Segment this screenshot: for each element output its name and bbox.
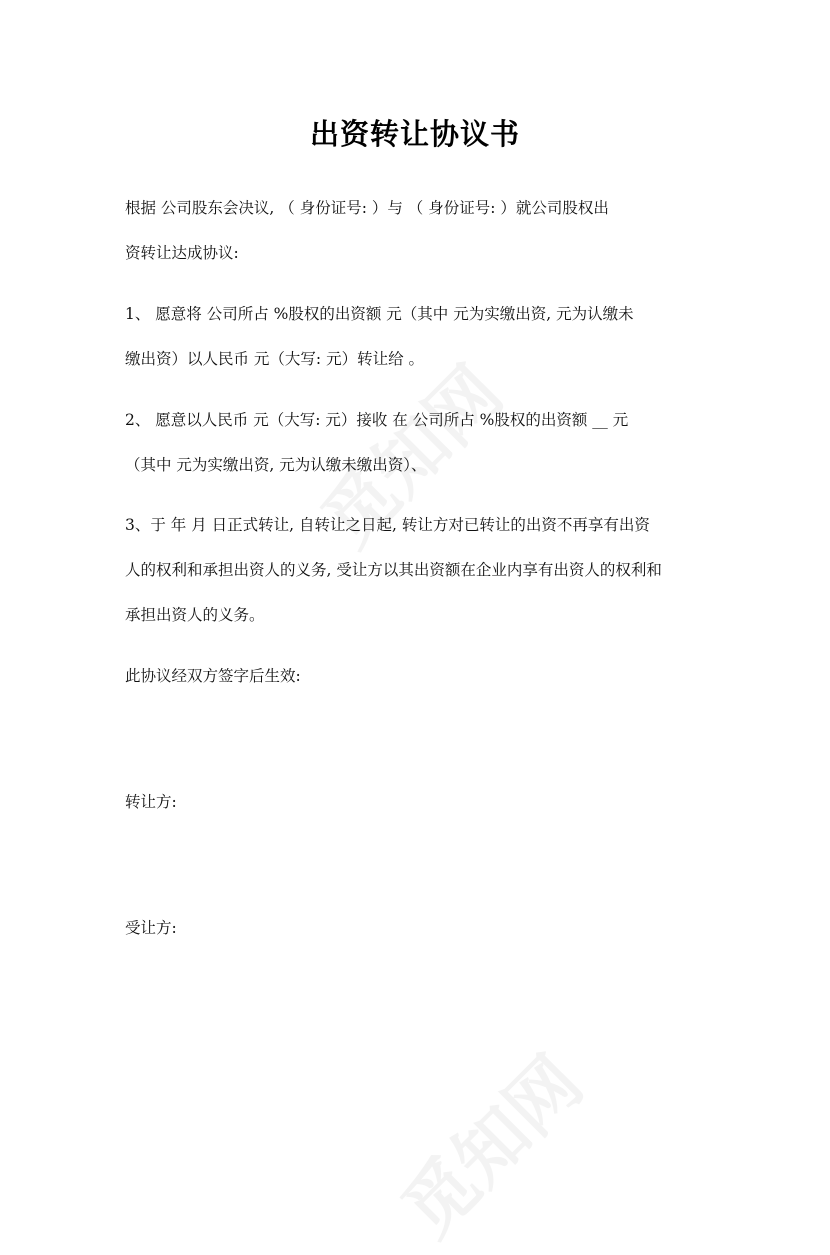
clause-1-line: 缴出资）以人民币 元（大写: 元）转让给 。 (125, 350, 425, 368)
clause-3-line: 人的权利和承担出资人的义务, 受让方以其出资额在企业内享有出资人的权利和 (125, 561, 662, 579)
clause-3-line: 3、于 年 月 日正式转让, 自转让之日起, 转让方对已转让的出资不再享有出资 (125, 516, 650, 534)
effective-statement (125, 654, 705, 699)
preamble-paragraph (125, 186, 705, 276)
transferor-signature-label (125, 780, 705, 825)
clause-3-paragraph (125, 503, 705, 638)
transferor-label-text: 转让方: (125, 793, 177, 811)
watermark (375, 1029, 601, 1255)
clause-2-line: 2、 愿意以人民币 元（大写: 元）接收 在 公司所占 %股权的出资额 __ 元 (125, 411, 629, 429)
clause-3-line: 承担出资人的义务。 (125, 606, 265, 624)
preamble-line: 资转让达成协议: (125, 244, 239, 262)
clause-2-line: （其中 元为实缴出资, 元为认缴未缴出资）、 (125, 456, 427, 474)
clause-1-paragraph (125, 292, 705, 382)
transferee-signature-label (125, 906, 705, 951)
effective-statement-text: 此协议经双方签字后生效: (125, 667, 301, 685)
transferee-label-text: 受让方: (125, 919, 177, 937)
preamble-line: 根据 公司股东会决议, （ 身份证号: ）与 （ 身份证号: ）就公司股权出 (125, 199, 609, 217)
clause-2-paragraph (125, 398, 705, 488)
document-title: 出资转让协议书 (309, 117, 520, 151)
clause-1-line: 1、 愿意将 公司所占 %股权的出资额 元（其中 元为实缴出资, 元为认缴未 (125, 305, 634, 323)
